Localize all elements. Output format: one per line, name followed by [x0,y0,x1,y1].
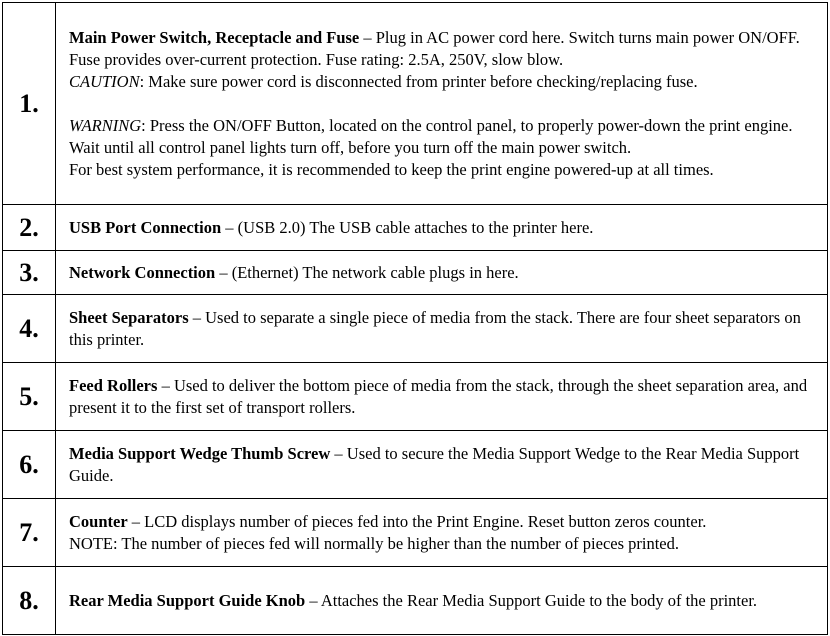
item-text: – LCD displays number of pieces fed into the Print Engine. Reset button zeros counter. [127,511,707,531]
item-note: NOTE: The number of pieces fed will normally be higher than the number of pieces printed. [69,533,680,553]
item-number: 1. [3,3,56,205]
item-description [56,363,828,431]
item-paragraph [69,511,819,533]
item-description [56,3,828,205]
table-row [3,431,828,499]
caution-text: : Make sure power cord is disconnected from printer before checking/replacing fuse. [139,71,698,91]
item-text: – (USB 2.0) The USB cable attaches to the printer here. [221,217,594,237]
item-text: – Used to separate a single piece of media from the stack. There are four sheet separators on this printer. [69,307,801,349]
component-description-table [2,2,828,635]
item-term: Rear Media Support Guide Knob [69,590,306,610]
item-number: 5. [3,363,56,431]
item-term: Media Support Wedge Thumb Screw [69,443,331,463]
item-term: USB Port Connection [69,217,222,237]
item-description [56,499,828,567]
item-description [56,431,828,499]
item-text: – (Ethernet) The network cable plugs in here. [215,262,519,282]
table-row [3,251,828,295]
warning-paragraph [69,115,819,159]
item-term: Feed Rollers [69,375,158,395]
item-paragraph [69,262,819,284]
item-text: – Plug in AC power cord here. Switch turns main power ON/OFF. Fuse provides over-current protection. Fuse rating: 2.5A, 250V, slow blow. [69,27,800,69]
warning-label: WARNING [69,115,142,135]
item-paragraph [69,375,819,419]
item-paragraph [69,27,819,71]
table-row [3,205,828,251]
item-description [56,295,828,363]
item-term: Sheet Separators [69,307,189,327]
warning-text: : Press the ON/OFF Button, located on the control panel, to properly power-down the print engine. Wait until all control panel lights turn off, before you turn off the main power switch. [69,115,793,157]
item-term: Main Power Switch, Receptacle and Fuse [69,27,360,47]
item-text: – Used to secure the Media Support Wedge to the Rear Media Support Guide. [69,443,800,485]
item-number: 6. [3,431,56,499]
table-row [3,567,828,635]
item-number: 2. [3,205,56,251]
caution-paragraph [69,71,819,93]
item-paragraph [69,590,819,612]
item-text: – Attaches the Rear Media Support Guide to the body of the printer. [305,590,758,610]
table-row [3,499,828,567]
item-paragraph [69,217,819,239]
item-number: 4. [3,295,56,363]
item-paragraph [69,443,819,487]
item-number: 7. [3,499,56,567]
item-term: Counter [69,511,128,531]
item-number: 3. [3,251,56,295]
item-term: Network Connection [69,262,216,282]
item-text: – Used to deliver the bottom piece of media from the stack, through the sheet separation area, and present it to the first set of transport rollers. [69,375,808,417]
item-description [56,567,828,635]
item-number: 8. [3,567,56,635]
item-note: For best system performance, it is recommended to keep the print engine powered-up at all times. [69,159,714,179]
item-description [56,205,828,251]
table-row [3,295,828,363]
table-row [3,363,828,431]
item-paragraph [69,307,819,351]
table-row [3,3,828,205]
caution-label: CAUTION [69,71,140,91]
item-description [56,251,828,295]
